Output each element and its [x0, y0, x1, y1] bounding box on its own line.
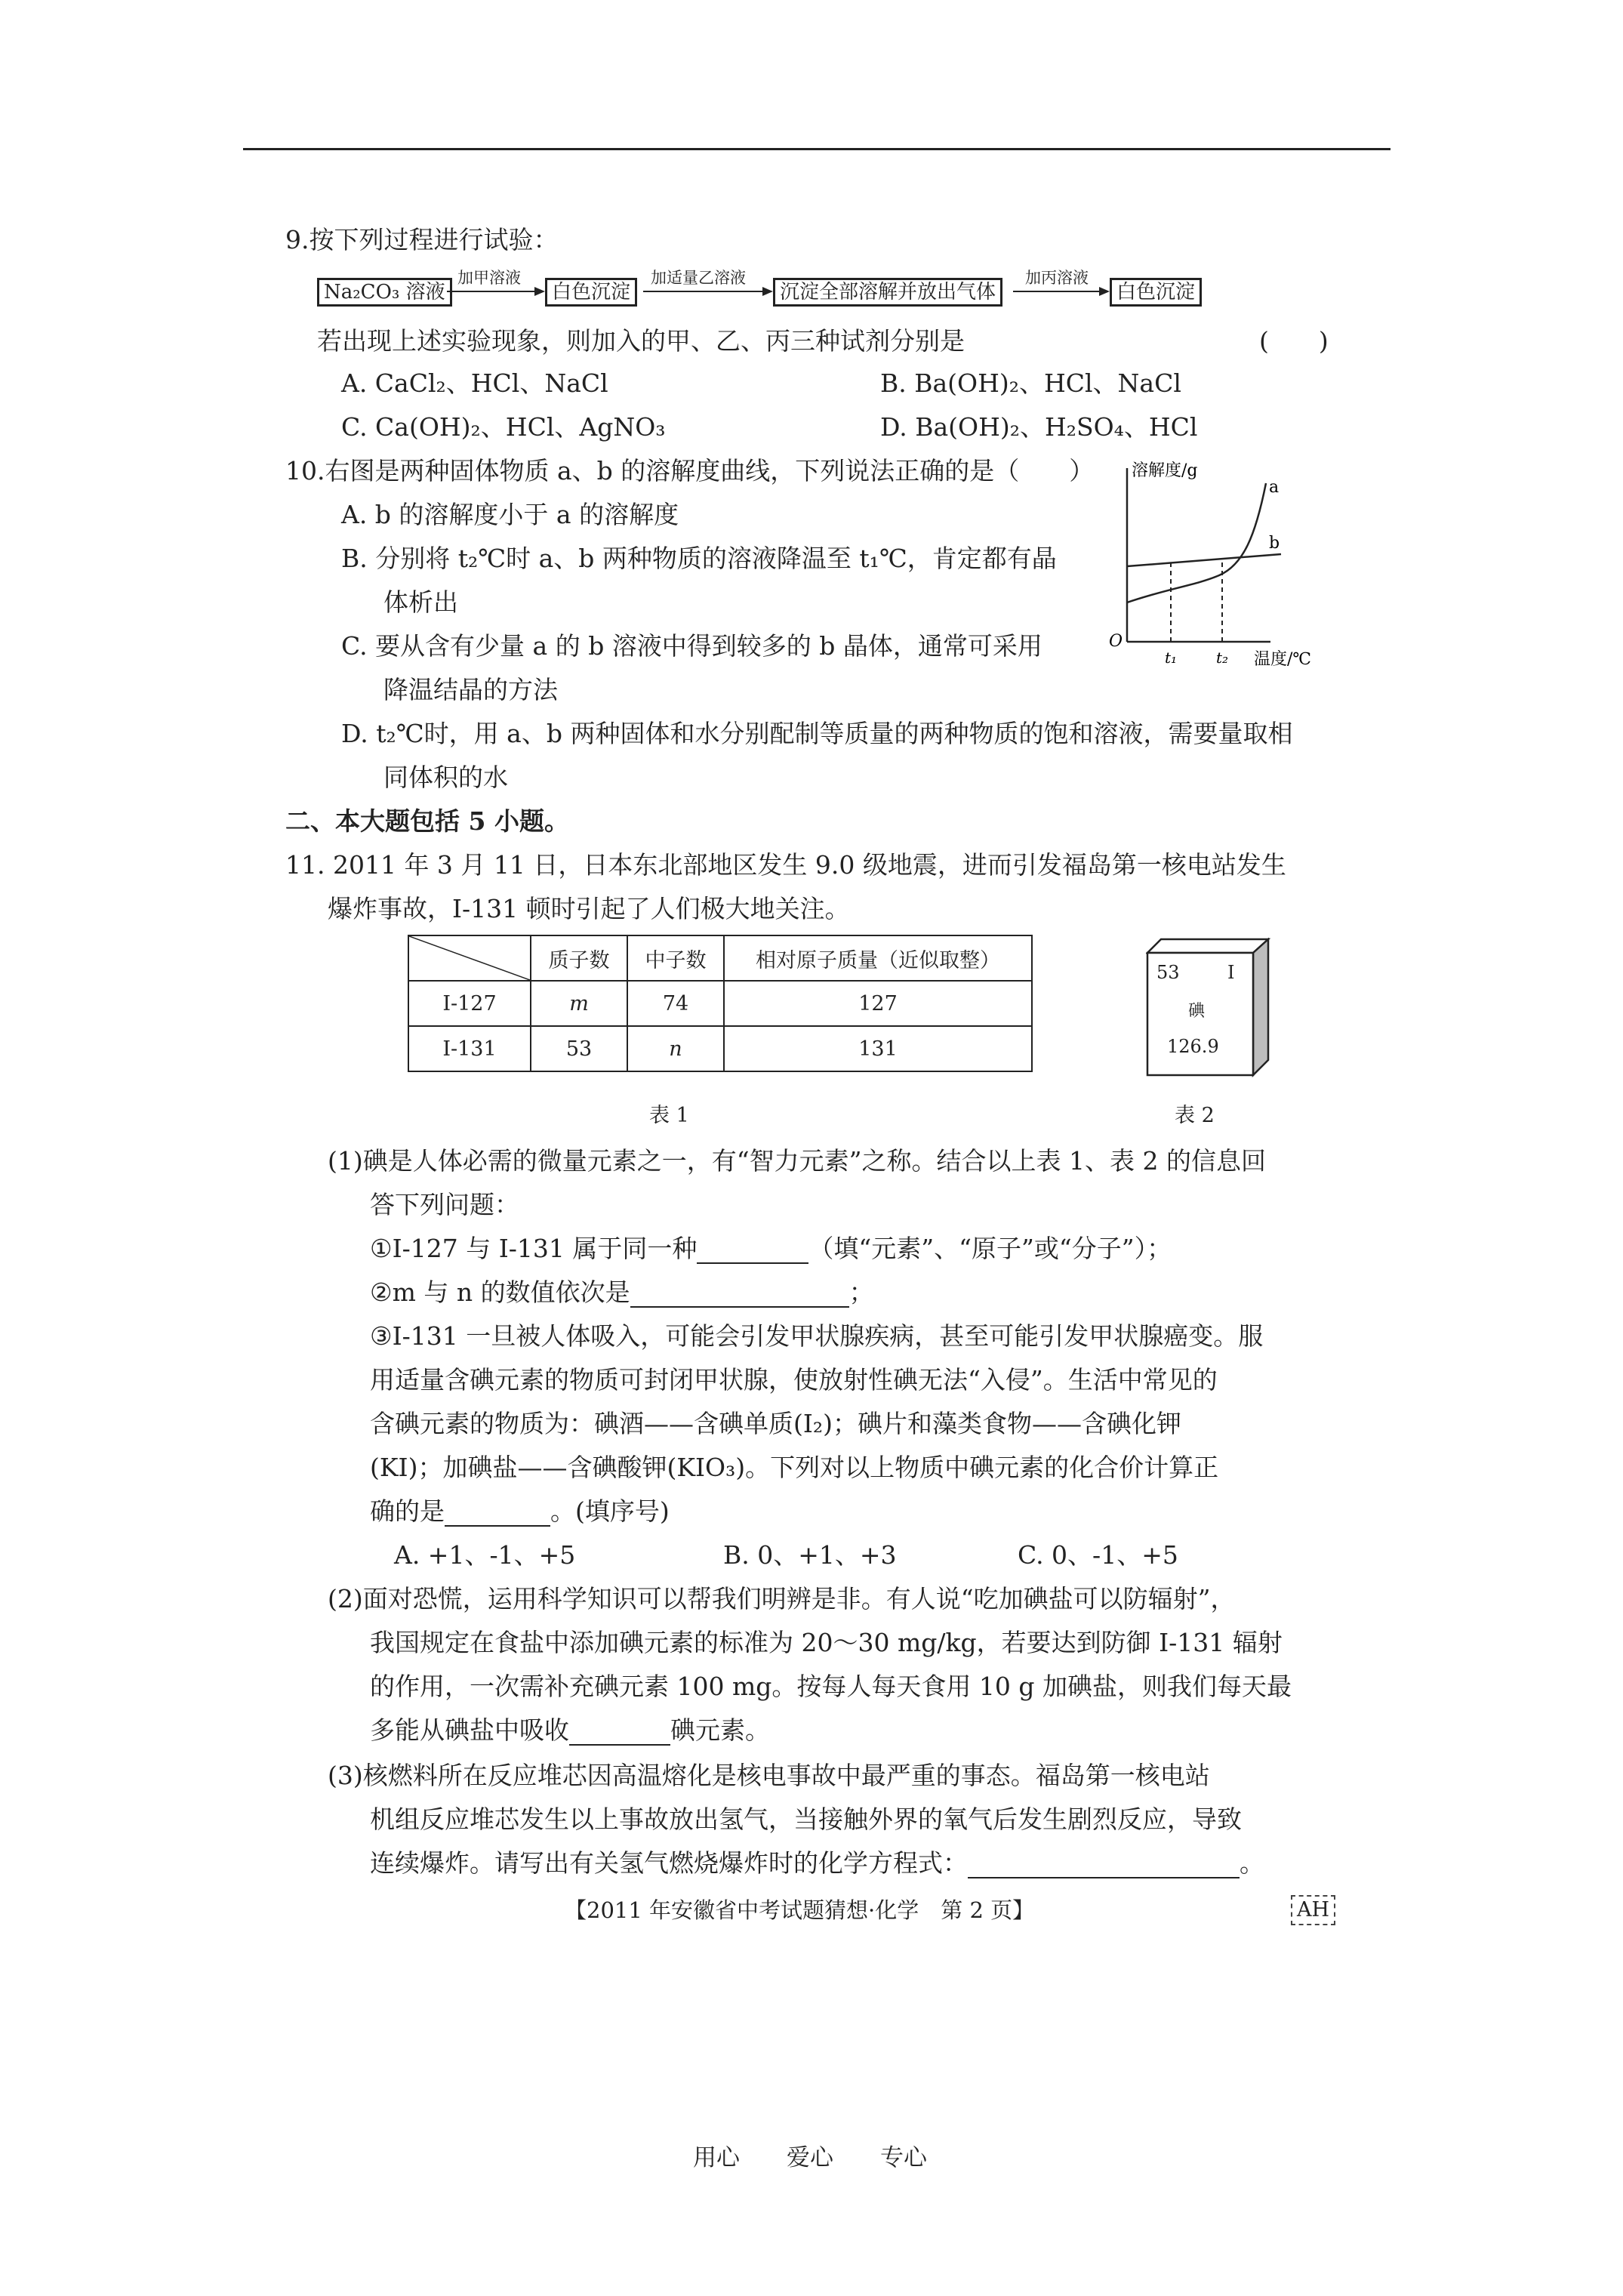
table-1 — [408, 935, 1033, 1072]
graph-t1: t₁ — [1165, 649, 1178, 667]
q11-part1-a-text: ①I-127 与 I-131 属于同一种 — [370, 1234, 698, 1263]
table-1-cell: m — [531, 981, 627, 1026]
q11-part2-line1: (2)面对恐慌，运用科学知识可以帮我们明辨是非。有人说“吃加碘盐可以防辐射”， — [328, 1584, 1236, 1613]
q11-part3-line2: 机组反应堆芯发生以上事故放出氢气，当接触外界的氧气后发生剧烈反应，导致 — [370, 1804, 1242, 1834]
footer-tag: AH — [1291, 1895, 1335, 1925]
table-row — [408, 935, 1032, 981]
q10-option-d-line1: D. t₂℃时，用 a、b 两种固体和水分别配制等质量的两种物质的饱和溶液，需要量取相 — [341, 719, 1293, 748]
table-1-cell: 74 — [627, 981, 724, 1026]
q9-option-b: B. Ba(OH)₂、HCl、NaCl — [880, 368, 1181, 398]
table-1-cell: I-127 — [408, 981, 531, 1026]
top-rule — [243, 148, 1390, 150]
q9-option-a: A. CaCl₂、HCl、NaCl — [341, 368, 608, 398]
q11-part2-line2: 我国规定在食盐中添加碘元素的标准为 20～30 mg/kg，若要达到防御 I-131 辐射 — [370, 1628, 1283, 1657]
q11-part3-line1: (3)核燃料所在反应堆芯因高温熔化是核电事故中最严重的事态。福岛第一核电站 — [328, 1761, 1210, 1790]
q9-answer-paren: ( ) — [1259, 326, 1329, 356]
element-atomic-number: 53 — [1156, 962, 1180, 983]
q11-part1-a-hint: （填“元素”、“原子”或“分子”）； — [808, 1234, 1172, 1263]
q11-part1-b-end: ； — [848, 1277, 874, 1307]
q11-part1-option-a: A. +1、-1、+5 — [394, 1540, 576, 1570]
q11-part1-c-line3: 含碘元素的物质为：碘酒——含碘单质(I₂)；碘片和藻类食物——含碘化钾 — [370, 1409, 1182, 1438]
section-2-heading: 二、本大题包括 5 小题。 — [285, 806, 569, 836]
q10-option-b-line1: B. 分别将 t₂℃时 a、b 两种物质的溶液降温至 t₁℃，肯定都有晶 — [341, 544, 1057, 573]
graph-ylabel: 溶解度/g — [1132, 461, 1198, 480]
table-1-header: 质子数 — [531, 935, 627, 981]
table-1-diagonal — [409, 936, 530, 980]
graph-label-b: b — [1269, 534, 1280, 553]
table-2-caption: 表 2 — [1175, 1104, 1215, 1127]
flow-box-4: 白色沉淀 — [1110, 278, 1202, 307]
answer-blank-5[interactable] — [968, 1853, 1240, 1878]
element-name: 碘 — [1188, 1002, 1206, 1021]
graph-origin: O — [1109, 632, 1123, 651]
element-mass: 126.9 — [1167, 1036, 1219, 1057]
curve-b — [1127, 554, 1281, 566]
table-1-cell: n — [627, 1026, 724, 1071]
q11-part2-end: 碘元素。 — [670, 1715, 770, 1745]
q11-part1-c-line4: (KI)；加碘盐——含碘酸钾(KIO₃)。下列对以上物质中碘元素的化合价计算正 — [370, 1453, 1219, 1482]
flow-arrow-3 — [1013, 291, 1108, 292]
bottom-tagline: 用心 爱心 专心 — [693, 2144, 927, 2171]
graph-t2: t₂ — [1216, 649, 1229, 667]
answer-blank-1[interactable] — [697, 1238, 808, 1264]
table-1-cell: 53 — [531, 1026, 627, 1071]
q11-part1-line2: 答下列问题： — [370, 1190, 519, 1219]
answer-blank-2[interactable] — [630, 1282, 849, 1308]
flow-arrow-2 — [643, 291, 771, 292]
flow-arrow-1-label: 加甲溶液 — [457, 269, 521, 287]
q11-part1-c-line1: ③I-131 一旦被人体吸入，可能会引发甲状腺疾病，甚至可能引发甲状腺癌变。服 — [370, 1321, 1264, 1351]
table-1-cell: 131 — [724, 1026, 1032, 1071]
q11-part1-c-hint: 。(填序号) — [550, 1496, 670, 1526]
q10-option-b-line2: 体析出 — [383, 587, 458, 617]
answer-blank-3[interactable] — [445, 1501, 550, 1527]
curve-a — [1127, 483, 1266, 603]
q11-part1-option-b: B. 0、+1、+3 — [723, 1540, 897, 1570]
q11-part1-a — [370, 1234, 1172, 1264]
q11-part3-end: 。 — [1240, 1848, 1264, 1878]
element-symbol: I — [1227, 962, 1235, 983]
flow-arrow-2-label: 加适量乙溶液 — [651, 269, 746, 287]
q9-option-d: D. Ba(OH)₂、H₂SO₄、HCl — [880, 412, 1198, 442]
q11-part2-line3: 的作用，一次需补充碘元素 100 mg。按每人每天食用 10 g 加碘盐，则我们每天最 — [370, 1672, 1292, 1701]
q10-option-c-line1: C. 要从含有少量 a 的 b 溶液中得到较多的 b 晶体，通常可采用 — [341, 631, 1042, 661]
q11-part2-line4 — [370, 1715, 770, 1746]
q11-part1-option-c: C. 0、-1、+5 — [1018, 1540, 1178, 1570]
flow-arrow-1 — [447, 291, 544, 292]
flow-box-2: 白色沉淀 — [545, 278, 637, 307]
q11-part1-b — [370, 1277, 874, 1308]
graph-xlabel: 温度/℃ — [1254, 650, 1312, 669]
element-tile-depth — [1146, 938, 1271, 1078]
table-1-cell: 127 — [724, 981, 1032, 1026]
q10-option-c-line2: 降温结晶的方法 — [383, 675, 558, 704]
table-1-header: 相对原子质量（近似取整） — [724, 935, 1032, 981]
flow-box-1: Na₂CO₃ 溶液 — [317, 278, 452, 307]
q11-part1-c-line5 — [370, 1496, 670, 1527]
graph-label-a: a — [1269, 478, 1280, 497]
q9-stem: 9.按下列过程进行试验： — [285, 225, 559, 254]
table-1-cell: I-131 — [408, 1026, 531, 1071]
q11-part2-text: 多能从碘盐中吸收 — [370, 1715, 569, 1745]
answer-blank-4[interactable] — [569, 1720, 670, 1746]
q11-stem-line1: 11. 2011 年 3 月 11 日，日本东北部地区发生 9.0 级地震，进而引发福岛第一核电站发生 — [285, 850, 1286, 880]
q11-part1-line1: (1)碘是人体必需的微量元素之一，有“智力元素”之称。结合以上表 1、表 2 的信息回 — [328, 1146, 1266, 1176]
table-row — [408, 981, 1032, 1026]
q11-part3-line3 — [370, 1848, 1264, 1878]
q11-part3-text: 连续爆炸。请写出有关氢气燃烧爆炸时的化学方程式： — [370, 1848, 968, 1878]
flow-box-3: 沉淀全部溶解并放出气体 — [773, 278, 1002, 307]
q11-part1-b-text: ②m 与 n 的数值依次是 — [370, 1277, 630, 1307]
page-footer: 【2011 年安徽省中考试题猜想·化学 第 2 页】 — [565, 1897, 1035, 1923]
flow-arrow-3-label: 加丙溶液 — [1025, 269, 1089, 287]
table-1-header: 中子数 — [627, 935, 724, 981]
table-1-caption: 表 1 — [649, 1104, 689, 1127]
solubility-graph — [1106, 453, 1340, 672]
table-row — [408, 1026, 1032, 1071]
table-2-element-tile — [1146, 951, 1250, 1072]
q10-option-a: A. b 的溶解度小于 a 的溶解度 — [341, 500, 679, 529]
q9-option-c: C. Ca(OH)₂、HCl、AgNO₃ — [341, 412, 666, 442]
q10-stem: 10.右图是两种固体物质 a、b 的溶解度曲线，下列说法正确的是（ ） — [285, 456, 1095, 485]
q11-stem-line2: 爆炸事故，I-131 顿时引起了人们极大地关注。 — [328, 894, 850, 923]
q11-part1-c-line2: 用适量含碘元素的物质可封闭甲状腺，使放射性碘无法“入侵”。生活中常见的 — [370, 1365, 1218, 1395]
table-1-corner-cell — [408, 935, 531, 981]
q9-question: 若出现上述实验现象，则加入的甲、乙、丙三种试剂分别是 — [317, 326, 965, 356]
q11-part1-c-text: 确的是 — [370, 1496, 445, 1526]
q10-option-d-line2: 同体积的水 — [383, 763, 508, 792]
